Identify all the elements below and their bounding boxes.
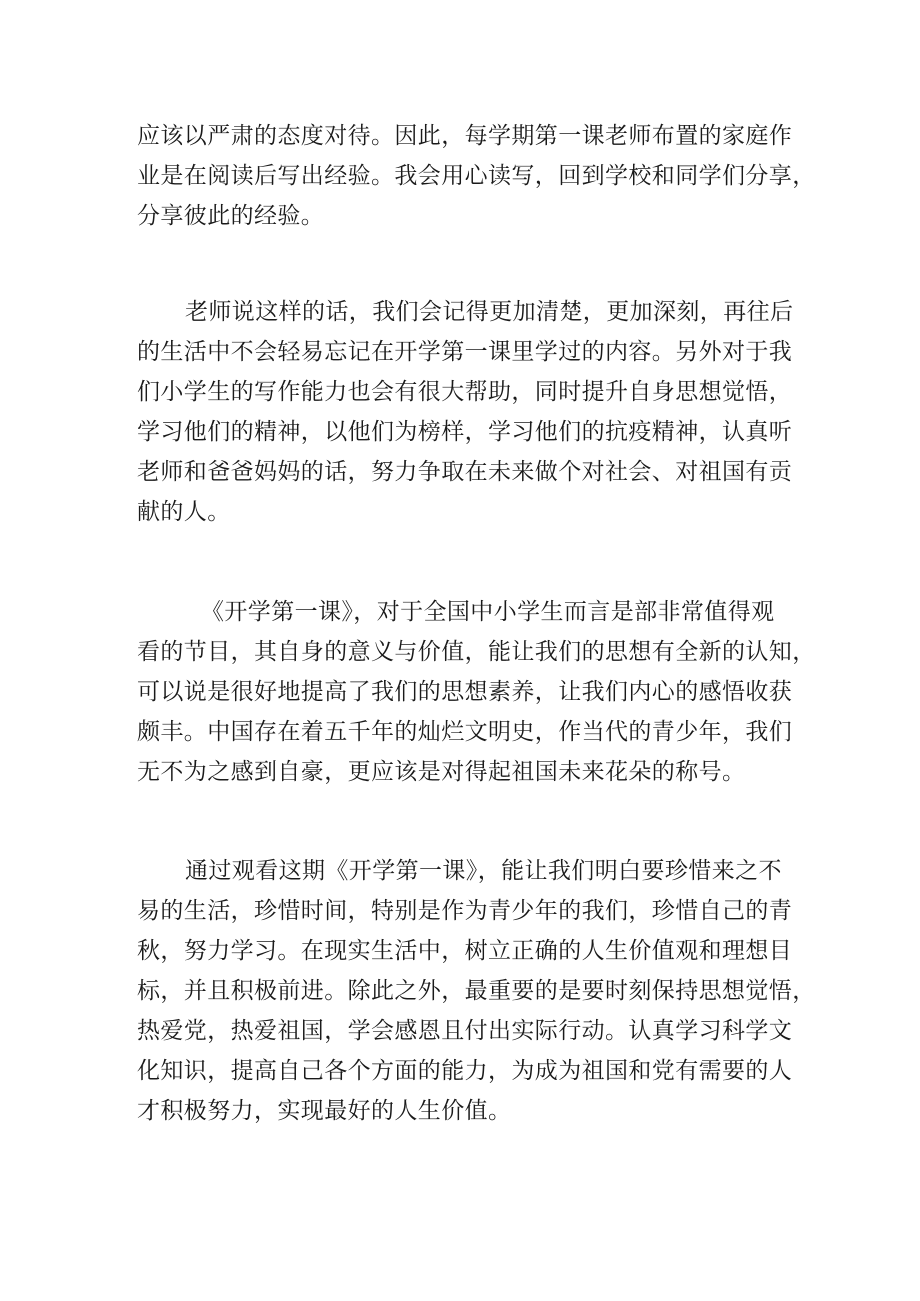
text-line: 学习他们的精神，以他们为榜样，学习他们的抗疫精神，认真听 — [137, 419, 793, 445]
text-line: 才积极努力，实现最好的人生价值。 — [137, 1098, 512, 1124]
text-line: 热爱党，热爱祖国，学会感恩且付出实际行动。认真学习科学文 — [137, 1018, 793, 1044]
text-line: 老师和爸爸妈妈的话，努力争取在未来做个对社会、对祖国有贡 — [137, 459, 793, 485]
text-line: 的生活中不会轻易忘记在开学第一课里学过的内容。另外对于我 — [137, 339, 793, 365]
text-line: 应该以严肃的态度对待。因此，每学期第一课老师布置的家庭作 — [137, 123, 793, 149]
text-line: 秋，努力学习。在现实生活中，树立正确的人生价值观和理想目 — [137, 938, 793, 964]
paragraph-1 — [137, 116, 816, 236]
text-line: 们小学生的写作能力也会有很大帮助，同时提升自身思想觉悟， — [137, 379, 793, 405]
text-line: 业是在阅读后写出经验。我会用心读写，回到学校和同学们分享， — [137, 163, 816, 189]
text-line: 老师说这样的话，我们会记得更加清楚，更加深刻，再往后 — [185, 299, 794, 325]
text-line: 颇丰。中国存在着五千年的灿烂文明史，作当代的青少年，我们 — [137, 719, 793, 745]
text-line: 《开学第一课》，对于全国中小学生而言是部非常值得观 — [201, 599, 775, 625]
paragraph-3 — [137, 592, 816, 792]
paragraph-2 — [137, 292, 794, 532]
text-line: 化知识，提高自己各个方面的能力，为成为祖国和党有需要的人 — [137, 1058, 793, 1084]
text-line: 看的节目，其自身的意义与价值，能让我们的思想有全新的认知， — [137, 639, 816, 665]
paragraph-4 — [137, 851, 816, 1131]
text-line: 献的人。 — [137, 499, 231, 525]
text-line: 易的生活，珍惜时间，特别是作为青少年的我们，珍惜自己的青 — [137, 898, 793, 924]
text-line: 可以说是很好地提高了我们的思想素养，让我们内心的感悟收获 — [137, 679, 793, 705]
text-line: 标，并且积极前进。除此之外，最重要的是要时刻保持思想觉悟， — [137, 978, 816, 1004]
text-line: 通过观看这期《开学第一课》，能让我们明白要珍惜来之不 — [185, 858, 782, 884]
text-line: 分享彼此的经验。 — [137, 203, 325, 229]
text-line: 无不为之感到自豪，更应该是对得起祖国未来花朵的称号。 — [137, 759, 746, 785]
